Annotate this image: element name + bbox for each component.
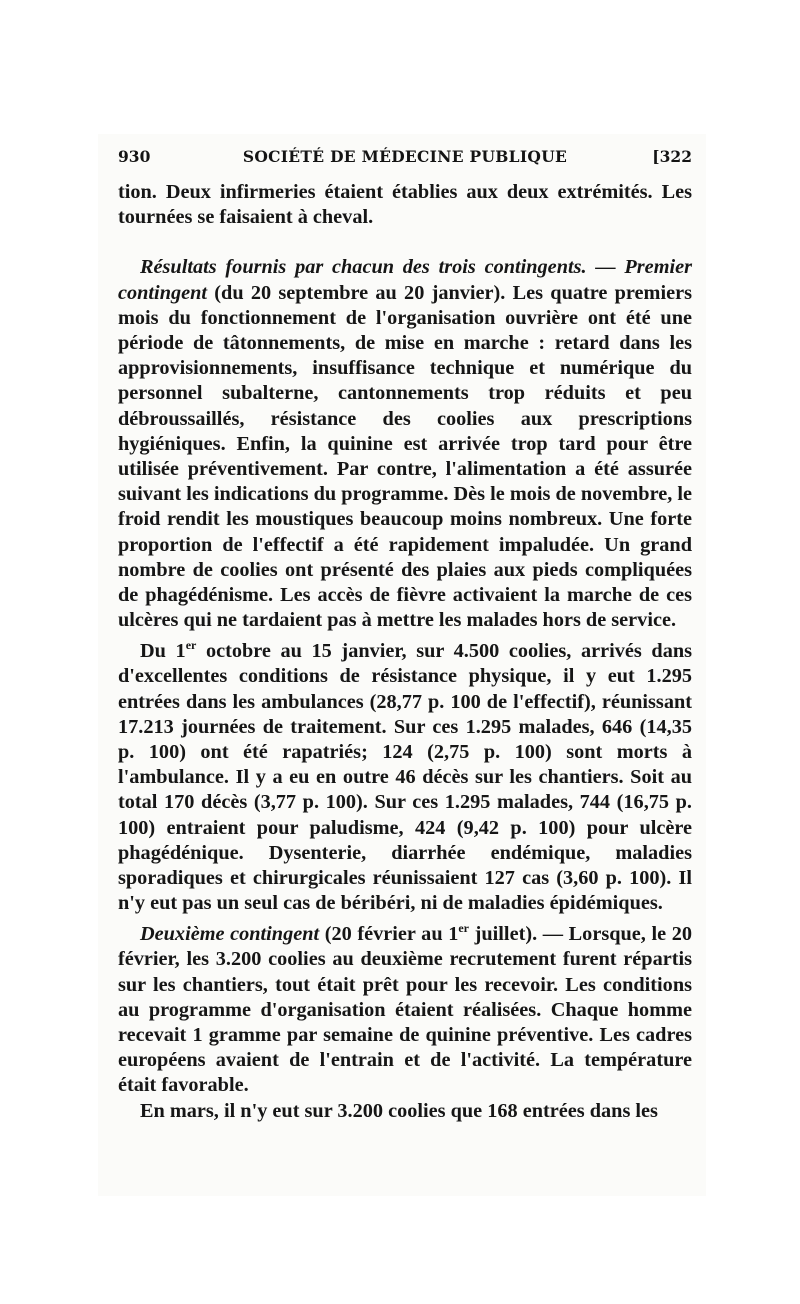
paragraph-3-sup: er: [185, 638, 197, 653]
running-title: SOCIÉTÉ DE MÉDECINE PUBLIQUE: [242, 147, 568, 166]
paragraph-1: [118, 180, 692, 230]
paragraph-5: [118, 1099, 692, 1124]
paragraph-2-text: (du 20 septembre au 20 janvier). Les quatre premiers mois du fonctionnement de l'organisation ouvrière ont été une période de tâtonnements, de mise en marche : retard dans les approvisionnements, insuffisance technique et numérique du personnel subalterne, cantonnements trop réduits et peu débroussaillés, résistance des coolies aux prescriptions hygiéniques. Enfin, la quinine est arrivée trop tard pour être utilisée préventivement. Par contre, l'alimentation a été assurée suivant les indications du programme. Dès le mois de novembre, le froid rendit les moustiques beaucoup moins nombreux. Une forte proportion de l'effectif a été rapidement impaludée. Un grand nombre de coolies ont présenté des plaies aux pieds compliquées de phagédénisme. Les accès de fièvre activaient la marche de ces ulcères qui ne tardaient pas à mettre les malades hors de service.: [118, 281, 692, 632]
page-number: 930: [118, 147, 151, 166]
paragraph-2-heading: Résultats fournis par chacun des trois contingents. — Premier contingent: [118, 256, 692, 304]
paragraph-4-sup: er: [458, 921, 470, 936]
paragraph-4: [118, 916, 692, 1098]
paragraph-4-text: juillet). — Lorsque, le 20 février, les 3.200 coolies au deuxième recrutement furent répartis sur les chantiers, tout était prêt pour les recevoir. Les conditions au programme d'organisation étaient réalisées. Chaque homme recevait 1 gramme par semaine de quinine préventive. Les cadres européens avaient de l'entrain et de l'activité. La température était favorable.: [118, 923, 692, 1097]
paragraph-1-text: tion. Deux infirmeries étaient établies aux deux extrémités. Les tournées se faisaient à cheval.: [118, 181, 692, 229]
paragraph-4-heading: Deuxième contingent: [140, 923, 320, 946]
paragraph-3-start: Du 1: [140, 640, 186, 663]
paragraph-3-text: octobre au 15 janvier, sur 4.500 coolies, arrivés dans d'excellentes conditions de résistance physique, il y eut 1.295 entrées dans les ambulances (28,77 p. 100 de l'effectif), réunissant 17.213 journées de traitement. Sur ces 1.295 malades, 646 (14,35 p. 100) ont été rapatriés; 124 (2,75 p. 100) sont morts à l'ambulance. Il y a eu en outre 46 décès sur les chantiers. Soit au total 170 décès (3,77 p. 100). Sur ces 1.295 malades, 744 (16,75 p. 100) entraient pour paludisme, 424 (9,42 p. 100) pour ulcère phagédénique. Dysenterie, diarrhée endémique, maladies sporadiques et chirurgicales réunissaient 127 cas (3,60 p. 100). Il n'y eut pas un seul cas de béribéri, ni de maladies épidémiques.: [118, 640, 693, 915]
running-header: [118, 147, 692, 173]
bracket-page-number: [322: [652, 147, 692, 166]
paragraph-3: [118, 633, 692, 916]
body-text: [118, 180, 692, 1124]
paragraph-4-start: (20 février au 1: [319, 923, 459, 946]
paragraph-5-text: En mars, il n'y eut sur 3.200 coolies que 168 entrées dans les: [140, 1099, 658, 1122]
paragraph-2: [118, 255, 692, 633]
